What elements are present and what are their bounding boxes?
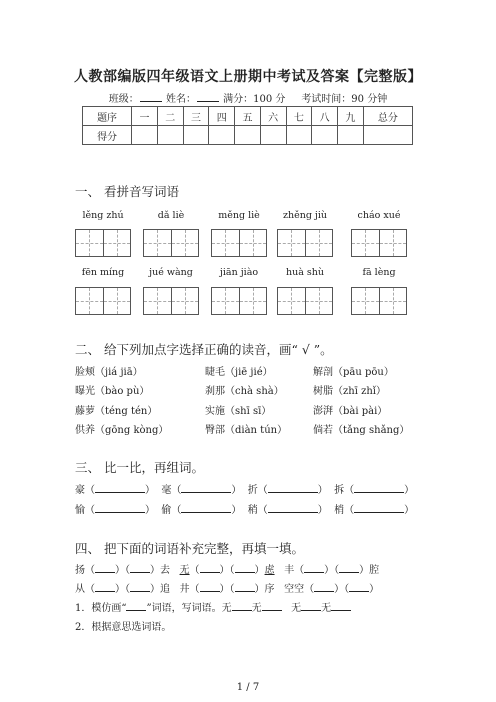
score-input-cell[interactable]	[157, 126, 183, 145]
idiom-blank[interactable]	[95, 563, 115, 573]
exam-time: 考试时间：90 分钟	[301, 94, 388, 105]
writing-grid[interactable]	[75, 287, 131, 315]
answer-blank[interactable]	[95, 503, 145, 513]
writing-grid[interactable]	[211, 229, 267, 257]
idiom-char: 空空	[284, 584, 305, 595]
score-header-cell: 九	[338, 107, 364, 126]
idiom-blank[interactable]	[130, 582, 150, 592]
compare-char: 愉	[75, 505, 85, 516]
score-header-cell: 六	[260, 107, 286, 126]
score-header-cell: 二	[157, 107, 183, 126]
idiom-blank[interactable]	[200, 563, 220, 573]
score-input-cell[interactable]	[363, 126, 412, 145]
score-header-cell: 七	[286, 107, 312, 126]
compare-char: 稍	[247, 505, 258, 516]
pinyin-label: jué wàng	[149, 267, 193, 278]
score-input-cell[interactable]	[183, 126, 209, 145]
pronunciation-item: 供养（gōng kòng）	[75, 425, 169, 436]
compare-char: 偷	[161, 505, 172, 516]
writing-grid[interactable]	[75, 229, 131, 257]
pronunciation-item: 睫毛（jiē jié）	[205, 367, 273, 378]
name-label: 姓名：	[165, 94, 196, 105]
question-text: 无	[291, 603, 302, 614]
score-header-cell: 三	[183, 107, 209, 126]
score-input-cell[interactable]	[235, 126, 261, 145]
pinyin-label: dǎ liè	[157, 210, 185, 221]
idiom-blank[interactable]	[235, 563, 255, 573]
score-header-cell: 八	[312, 107, 338, 126]
section3-title: 三、 比一比，再组词。	[75, 460, 204, 475]
writing-grid[interactable]	[351, 229, 407, 257]
score-input-cell[interactable]	[338, 126, 364, 145]
compare-char: 梢	[334, 505, 345, 516]
question-text: ”词语，写词语。无	[146, 603, 232, 614]
compare-char: 拆	[334, 485, 345, 496]
writing-grid[interactable]	[351, 287, 407, 315]
pinyin-label: zhěng jiù	[282, 210, 328, 221]
answer-blank[interactable]	[232, 601, 252, 611]
idiom-char: 序	[264, 584, 275, 595]
pronunciation-item: 澎湃（bài pài）	[313, 406, 388, 417]
answer-blank[interactable]	[331, 601, 351, 611]
section2-title: 二、 给下列加点字选择正确的读音，画“ √ ”。	[75, 342, 333, 357]
compare-char: 折	[247, 485, 258, 496]
idiom-char: 追	[160, 584, 170, 595]
pinyin-label: fā lèng	[362, 267, 396, 278]
answer-blank[interactable]	[181, 483, 231, 493]
score-header-cell: 四	[209, 107, 235, 126]
score-table	[82, 106, 413, 145]
question-1: 1．模仿画“ ”词语，写词语。无 无 无 无	[75, 599, 351, 614]
writing-grid[interactable]	[143, 287, 199, 315]
name-blank	[197, 92, 219, 102]
answer-blank[interactable]	[354, 503, 404, 513]
page-title: 人教部编版四年级语文上册期中考试及答案【完整版】	[74, 69, 422, 85]
pronunciation-item: 倘若（tǎng shǎng）	[313, 425, 410, 436]
pronunciation-item: 藤萝（téng tén）	[75, 406, 158, 417]
score-value-row	[83, 126, 413, 145]
idiom-char: 扬	[75, 565, 85, 576]
score-input-cell[interactable]	[260, 126, 286, 145]
answer-blank[interactable]	[268, 503, 318, 513]
class-label: 班级：	[108, 94, 139, 105]
pinyin-label: jiān jiào	[219, 267, 259, 278]
exam-info	[0, 90, 496, 105]
idiom-blank[interactable]	[339, 563, 359, 573]
score-header-cell: 五	[235, 107, 261, 126]
full-score: 满分：100 分	[223, 94, 286, 105]
idiom-char: 井	[179, 584, 190, 595]
question-text: 无	[251, 603, 262, 614]
answer-blank[interactable]	[268, 483, 318, 493]
score-header-cell: 一	[132, 107, 158, 126]
pinyin-label: měng liè	[218, 210, 260, 221]
score-input-cell[interactable]	[132, 126, 158, 145]
pronunciation-item: 解剖（pāu pōu）	[313, 367, 394, 378]
writing-grid[interactable]	[211, 287, 267, 315]
section4-title: 四、 把下面的词语补充完整，再填一填。	[75, 541, 304, 556]
pronunciation-item: 臀部（diàn tún）	[205, 425, 288, 436]
idiom-char: 丰	[284, 565, 295, 576]
pinyin-label: lěng zhú	[82, 210, 124, 221]
question-text: 1．模仿画“	[75, 603, 127, 614]
class-blank	[140, 92, 162, 102]
idiom-blank[interactable]	[200, 582, 220, 592]
idiom-row: 扬（ ）（ ）去 无（ ）（ ）虑 丰（ ）（ ）腔	[75, 565, 380, 576]
writing-grid[interactable]	[143, 229, 199, 257]
score-input-cell[interactable]	[209, 126, 235, 145]
score-header-cell: 总分	[363, 107, 412, 126]
pronunciation-item: 树脂（zhī zhǐ）	[313, 386, 386, 397]
answer-blank[interactable]	[126, 601, 146, 611]
answer-blank[interactable]	[301, 601, 321, 611]
answer-blank[interactable]	[95, 483, 145, 493]
idiom-row: 从（ ）（ ）追 井（ ）（ ）序 空空（ ）（ ）	[75, 584, 380, 595]
pinyin-label: huà shù	[285, 267, 325, 278]
idiom-blank[interactable]	[304, 563, 324, 573]
answer-blank[interactable]	[181, 503, 231, 513]
compare-char: 豪	[75, 485, 85, 496]
idiom-blank[interactable]	[314, 582, 334, 592]
pinyin-label: cháo xué	[357, 210, 401, 221]
pronunciation-item: 刹那（chà shà）	[205, 386, 284, 397]
score-label-cell: 得分	[83, 126, 132, 145]
idiom-blank[interactable]	[95, 582, 115, 592]
score-input-cell[interactable]	[286, 126, 312, 145]
pronunciation-item: 实施（shī sī）	[205, 406, 272, 417]
pronunciation-item: 脸颊（jiá jiā）	[75, 367, 143, 378]
idiom-blank[interactable]	[130, 563, 150, 573]
score-header-row	[83, 107, 413, 126]
answer-blank[interactable]	[262, 601, 282, 611]
score-input-cell[interactable]	[312, 126, 338, 145]
compare-char: 毫	[161, 485, 172, 496]
answer-blank[interactable]	[354, 483, 404, 493]
pinyin-label: fēn míng	[81, 267, 125, 278]
compare-row: 愉（ ） 偷（ ） 稍（ ） 梢（ ）	[75, 505, 415, 516]
idiom-char: 去	[160, 565, 170, 576]
score-header-cell: 题序	[83, 107, 132, 126]
idiom-char: 无	[179, 565, 190, 576]
idiom-char: 腔	[369, 565, 380, 576]
question-2: 2．根据意思选词语。	[75, 622, 172, 633]
idiom-char: 从	[75, 584, 85, 595]
pronunciation-item: 曝光（bào pù）	[75, 386, 150, 397]
page-number: 1 / 7	[236, 682, 260, 693]
writing-grid[interactable]	[277, 287, 333, 315]
section1-title: 一、 看拼音写词语	[75, 184, 179, 199]
idiom-blank[interactable]	[235, 582, 255, 592]
idiom-blank[interactable]	[349, 582, 369, 592]
idiom-char: 虑	[264, 565, 275, 576]
writing-grid[interactable]	[277, 229, 333, 257]
compare-row: 豪（ ） 毫（ ） 折（ ） 拆（ ）	[75, 485, 415, 496]
